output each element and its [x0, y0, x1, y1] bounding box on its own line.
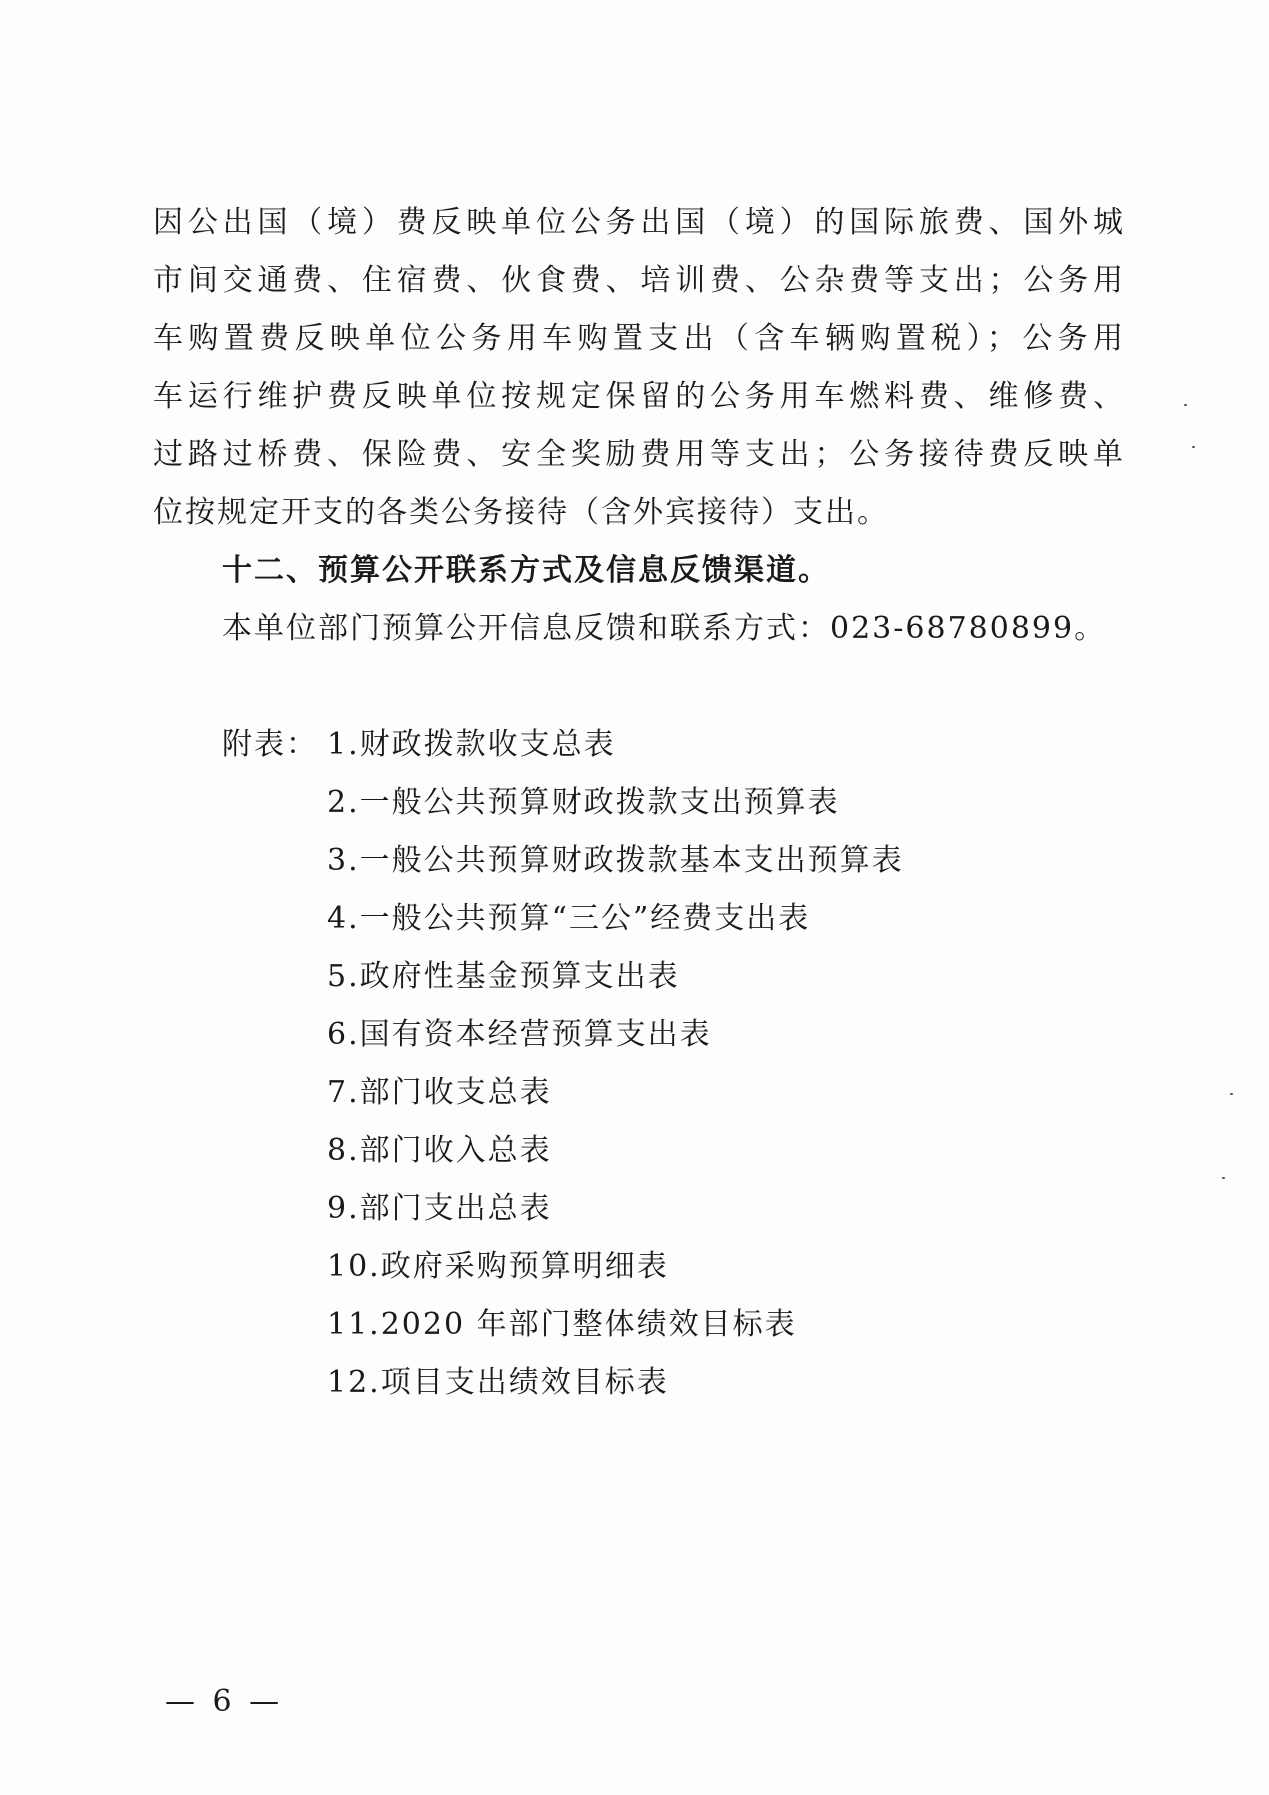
annex-item: 11.2020 年部门整体绩效目标表 [327, 1307, 797, 1342]
paragraph-line: 车购置费反映单位公务用车购置支出（含车辆购置税）；公务用 [153, 321, 1123, 356]
annex-item: 7.部门收支总表 [327, 1075, 552, 1110]
annex-item: 12.项目支出绩效目标表 [327, 1365, 669, 1400]
scan-speck [1230, 1093, 1233, 1095]
section-heading: 十二、预算公开联系方式及信息反馈渠道。 [222, 553, 830, 588]
contact-line: 本单位部门预算公开信息反馈和联系方式：023-68780899。 [222, 611, 1107, 646]
paragraph-line: 过路过桥费、保险费、安全奖励费用等支出；公务接待费反映单 [153, 437, 1123, 472]
scan-speck [1222, 1177, 1225, 1179]
paragraph-line: 因公出国（境）费反映单位公务出国（境）的国际旅费、国外城 [153, 205, 1123, 240]
annex-item: 8.部门收入总表 [327, 1133, 552, 1168]
paragraph-line: 位按规定开支的各类公务接待（含外宾接待）支出。 [153, 495, 889, 530]
scan-speck [1184, 404, 1187, 406]
paragraph-line: 车运行维护费反映单位按规定保留的公务用车燃料费、维修费、 [153, 379, 1123, 414]
annex-item: 5.政府性基金预算支出表 [327, 959, 680, 994]
annex-item: 3.一般公共预算财政拨款基本支出预算表 [327, 843, 904, 878]
annex-item: 1.财政拨款收支总表 [327, 727, 616, 762]
annex-item: 10.政府采购预算明细表 [327, 1249, 669, 1284]
page-number: — 6 — [165, 1684, 284, 1719]
scan-speck [1192, 446, 1195, 448]
annex-item: 4.一般公共预算“三公”经费支出表 [327, 901, 811, 936]
annex-item: 6.国有资本经营预算支出表 [327, 1017, 712, 1052]
paragraph-line: 市间交通费、住宿费、伙食费、培训费、公杂费等支出；公务用 [153, 263, 1123, 298]
annex-label: 附表： [222, 727, 318, 762]
annex-item: 2.一般公共预算财政拨款支出预算表 [327, 785, 840, 820]
annex-item: 9.部门支出总表 [327, 1191, 552, 1226]
